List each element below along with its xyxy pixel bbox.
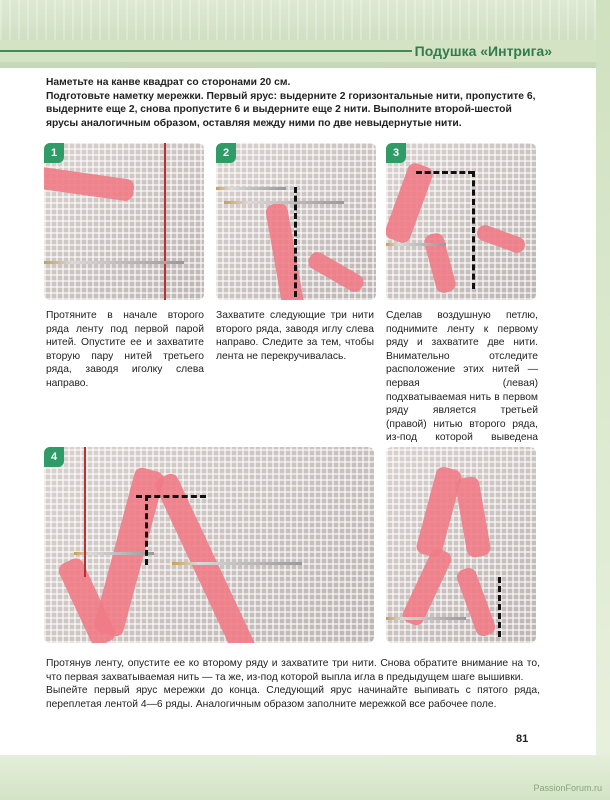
intro-line-2: Подготовьте наметку мережки. Первый ярус: выдерните 2 горизонтальные нити, пропустите 6, выдерните еще 2, снова пропустите 6 и выдерните еще 2 нити. Выполните второй-шестой ярусы аналогичным образом, оставляя между ними по две невыдернутые нити. <box>46 90 536 129</box>
step-1-photo <box>44 143 204 300</box>
page-number: 81 <box>516 733 529 745</box>
marker-dashed-line <box>294 187 297 297</box>
step-1-badge: 1 <box>44 143 64 163</box>
marker-dashed-line <box>416 171 474 174</box>
needle <box>386 243 446 246</box>
needle <box>44 261 184 264</box>
ribbon <box>265 202 306 300</box>
intro-line-1: Наметьте на канве квадрат со сторонами 20 см. <box>46 77 291 88</box>
step-2-caption <box>216 309 374 363</box>
page-title: Подушка «Интрига» <box>414 43 552 59</box>
step-2-badge: 2 <box>216 143 236 163</box>
step-5-photo <box>386 447 536 643</box>
ribbon <box>423 231 458 294</box>
step-1-caption-text: Протяните в начале второго ряда ленту под первой парой нитей. Опустите ее и захватите вторую пару нитей третьего ряда, заводя иголку слева направо. <box>46 310 204 389</box>
needle <box>74 552 154 555</box>
needle <box>386 617 466 620</box>
step-3-badge: 3 <box>386 143 406 163</box>
needle <box>172 562 302 565</box>
needle <box>224 201 344 204</box>
step-4-badge: 4 <box>44 447 64 467</box>
thread <box>164 143 166 300</box>
ribbon <box>400 546 454 628</box>
right-decor-strip <box>596 0 610 800</box>
step-1-caption <box>46 309 204 391</box>
needle <box>216 187 286 190</box>
bottom-text <box>46 657 540 711</box>
marker-dashed-line <box>472 171 475 289</box>
thread <box>84 447 86 577</box>
ribbon <box>454 476 492 559</box>
marker-dashed-line <box>498 577 501 637</box>
intro-text <box>46 76 546 130</box>
marker-dashed-line <box>145 495 148 565</box>
ribbon <box>415 465 463 559</box>
footer-band <box>0 755 610 800</box>
step-3-photo <box>386 143 536 300</box>
bottom-paragraph-1: Протянув ленту, опустите ее ко второму ряду и захватите три нити. Снова обратите внимание на то, что первая захватываемая нить — та же, из-под которой выпла игла в предыдущем шаге вышивки. <box>46 658 540 683</box>
watermark: PassionForum.ru <box>533 783 602 793</box>
step-2-caption-text: Захватите следующие три нити второго ряда, заводя иглу слева направо. Следите за тем, чтобы лента не перекручивалась. <box>216 310 374 362</box>
ribbon <box>475 223 527 255</box>
ribbon <box>306 249 367 295</box>
ribbon <box>455 566 498 639</box>
ribbon <box>44 166 135 202</box>
step-3-caption-text: Сделав воздушную петлю, поднимите ленту к первому ряду и захватите две нити. Внимательно отследите расположение этих нитей — первая (левая) подхватываемая нить в первом ряду является третьей (правой) нитью второго ряда, из-под которой выведена <box>386 310 538 444</box>
step-4-photo <box>44 447 374 643</box>
title-rule <box>0 50 412 52</box>
step-3-caption <box>386 309 538 459</box>
bottom-paragraph-2: Выпейте первый ярус мережки до конца. Следующий ярус начинайте выпивать с пятого ряда, переплетая лентой 4—6 ряды. Аналогичным образом заполните мережкой все рабочее поле. <box>46 685 540 710</box>
step-2-photo <box>216 143 376 300</box>
header-stripes <box>0 0 610 40</box>
